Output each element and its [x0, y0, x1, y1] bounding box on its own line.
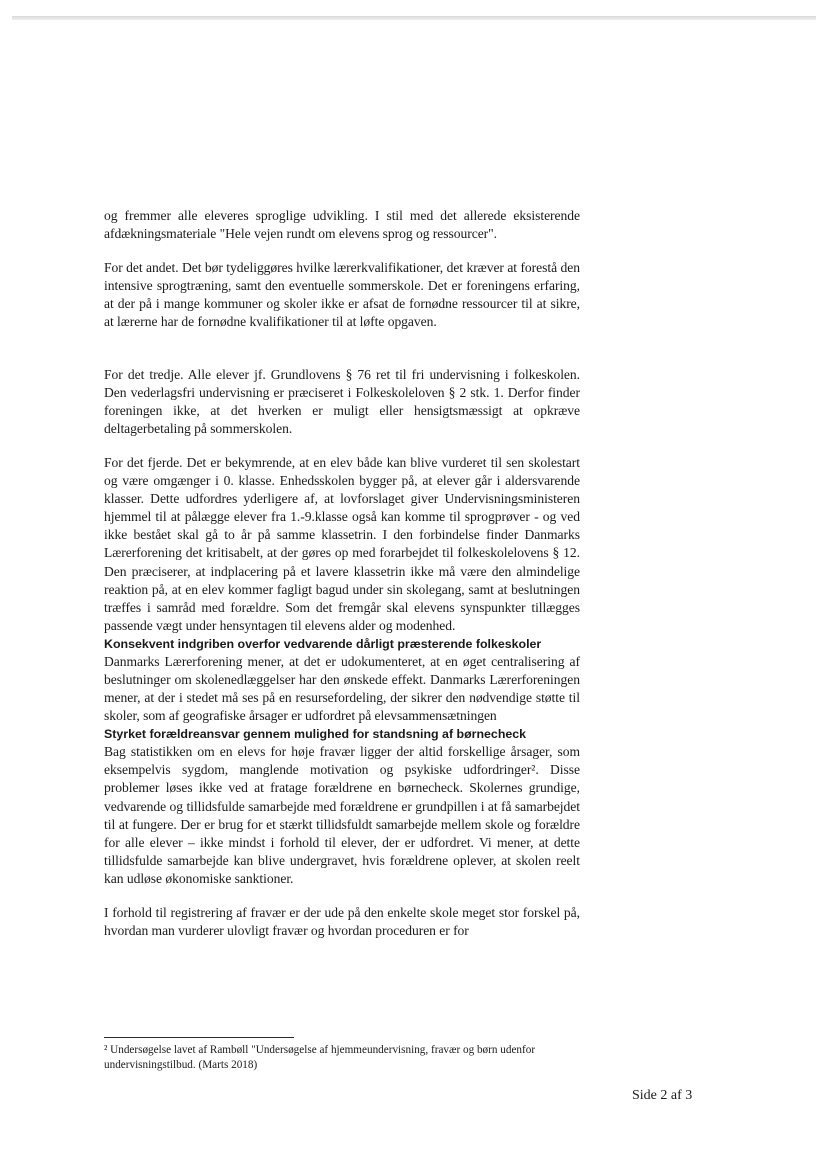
paragraph-andet: For det andet. Det bør tydeliggøres hvilke lærerkvalifikationer, det kræver at forestå den intensive sprogtræning, samt den eventuelle sommerskole. Det er foreningens erfaring, at der på i mange kommuner og skoler ikke er afsat de fornødne ressourcer til at sikre, at lærerne har de fornødne kvalifikationer til at løfte opgaven. [104, 260, 580, 330]
document-body [104, 207, 580, 940]
section-text-boernecheck: Bag statistikken om en elevs for høje fravær ligger der altid forskellige årsager, som eksempelvis sygdom, manglende motivation og psykiske udfordringer². Disse problemer løses ikke ved at fratage forældrene en børnecheck. Skolernes grundige, vedvarende og tillidsfulde samarbejde med forældrene er grundpillen i at få samarbejdet til at fungere. Der er brug for et stærkt tillidsfuldt samarbejde mellem skole og forældre for alle elever – ikke mindst i forhold til elever, der er udfordret. Vi mener, at dette tillidsfulde samarbejde kan blive undergravet, hvis forældrene oplever, at skolen reelt kan udløse økonomiske sanktioner. [104, 744, 580, 886]
footnote-divider [104, 1037, 294, 1038]
section-text-indgriben: Danmarks Lærerforening mener, at det er udokumenteret, at en øget centralisering af beslutninger om skolenedlæggelser har den ønskede effekt. Danmarks Lærerforeningen mener, at der i stedet må ses på en resursefordeling, der sikrer den nødvendige støtte til skoler, som af geografiske årsager er udfordret på elevsammensætningen [104, 653, 580, 724]
paragraph-closing: I forhold til registrering af fravær er der ude på den enkelte skole meget stor forskel på, hvordan man vurderer ulovligt fravær og hvordan proceduren er for [104, 905, 580, 939]
scan-edge [12, 16, 816, 20]
section-heading-indgriben: Konsekvent indgriben overfor vedvarende dårligt præsterende folkeskoler [104, 636, 542, 651]
section-heading-boernecheck: Styrket forældreansvar gennem mulighed for standsning af børnecheck [104, 727, 527, 742]
paragraph-tredje: For det tredje. Alle elever jf. Grundlovens § 76 ret til fri undervisning i folkeskolen. Den vederlagsfri undervisning er præciseret i Folkeskoleloven § 2 stk. 1. Derfor finder foreningen ikke, at det hverken er muligt eller hensigtsmæssigt at opkræve deltagerbetaling på sommerskolen. [104, 366, 580, 436]
paragraph-intro: og fremmer alle eleveres sproglige udvikling. I stil med det allerede eksisterende afdækningsmateriale "Hele vejen rundt om elevens sprog og ressourcer". [104, 208, 580, 242]
footnote: ² Undersøgelse lavet af Rambøll "Undersøgelse af hjemmeundervisning, fravær og børn udenfor undervisningstilbud. (Marts 2018) [104, 1044, 536, 1071]
paragraph-fjerde: For det fjerde. Det er bekymrende, at en elev både kan blive vurderet til sen skolestart og være omgænger i 0. klasse. Enhedsskolen bygger på, at elever går i aldersvarende klasser. Dette udfordres yderligere af, at lovforslaget giver Undervisningsministeren hjemmel til at pålægge elever fra 1.-9.klasse også kan komme til sprogprøver - og ved ikke bestået skal gå to år på samme klassetrin. I den forbindelse finder Danmarks Lærerforening det kritisabelt, at der gøres op med forarbejdet til folkeskolelovens § 12. Den præciserer, at indplacering på et lavere klassetrin ikke må være den almindelige reaktion på, at en elev kommer fagligt bagud under sin skolegang, samt at beslutningen træffes i samråd med forældre. Som det fremgår skal elevens synspunkter tillægges passende vægt under hensyntagen til elevens alder og modenhed. [104, 454, 580, 633]
page-number: Side 2 af 3 [632, 1088, 693, 1103]
